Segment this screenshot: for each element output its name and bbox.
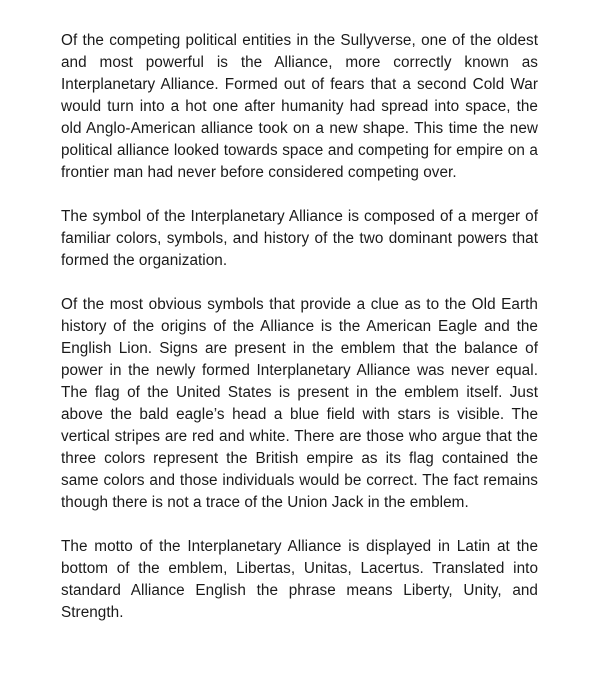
paragraph-symbol: The symbol of the Interplanetary Alliance is composed of a merger of familiar colors, symbols, and history of the two dominant powers that formed the organization. (61, 208, 538, 269)
paragraph-eagle-lion: Of the most obvious symbols that provide a clue as to the Old Earth history of the origins of the Alliance is the American Eagle and the English Lion. Signs are present in the emblem that the balance of power in the newly formed Interplanetary Alliance was never equal. The flag of the United States is present in the emblem itself. Just above the bald eagle’s head a blue field with stars is visible. The vertical stripes are red and white. There are those who argue that the three colors represent the British empire as its flag contained the same colors and those individuals would be correct. The fact remains though there is not a trace of the Union Jack in the emblem. (61, 296, 538, 511)
document-body (61, 30, 538, 624)
paragraph-origins: Of the competing political entities in the Sullyverse, one of the oldest and most powerful is the Alliance, more correctly known as Interplanetary Alliance. Formed out of fears that a second Cold War would turn into a hot one after humanity had spread into space, the old Anglo-American alliance took on a new shape. This time the new political alliance looked towards space and competing for empire on a frontier man had never before considered competing over. (61, 32, 538, 181)
paragraph-motto: The motto of the Interplanetary Alliance is displayed in Latin at the bottom of the emblem, Libertas, Unitas, Lacertus. Translated into standard Alliance English the phrase means Liberty, Unity, and Strength. (61, 538, 538, 621)
